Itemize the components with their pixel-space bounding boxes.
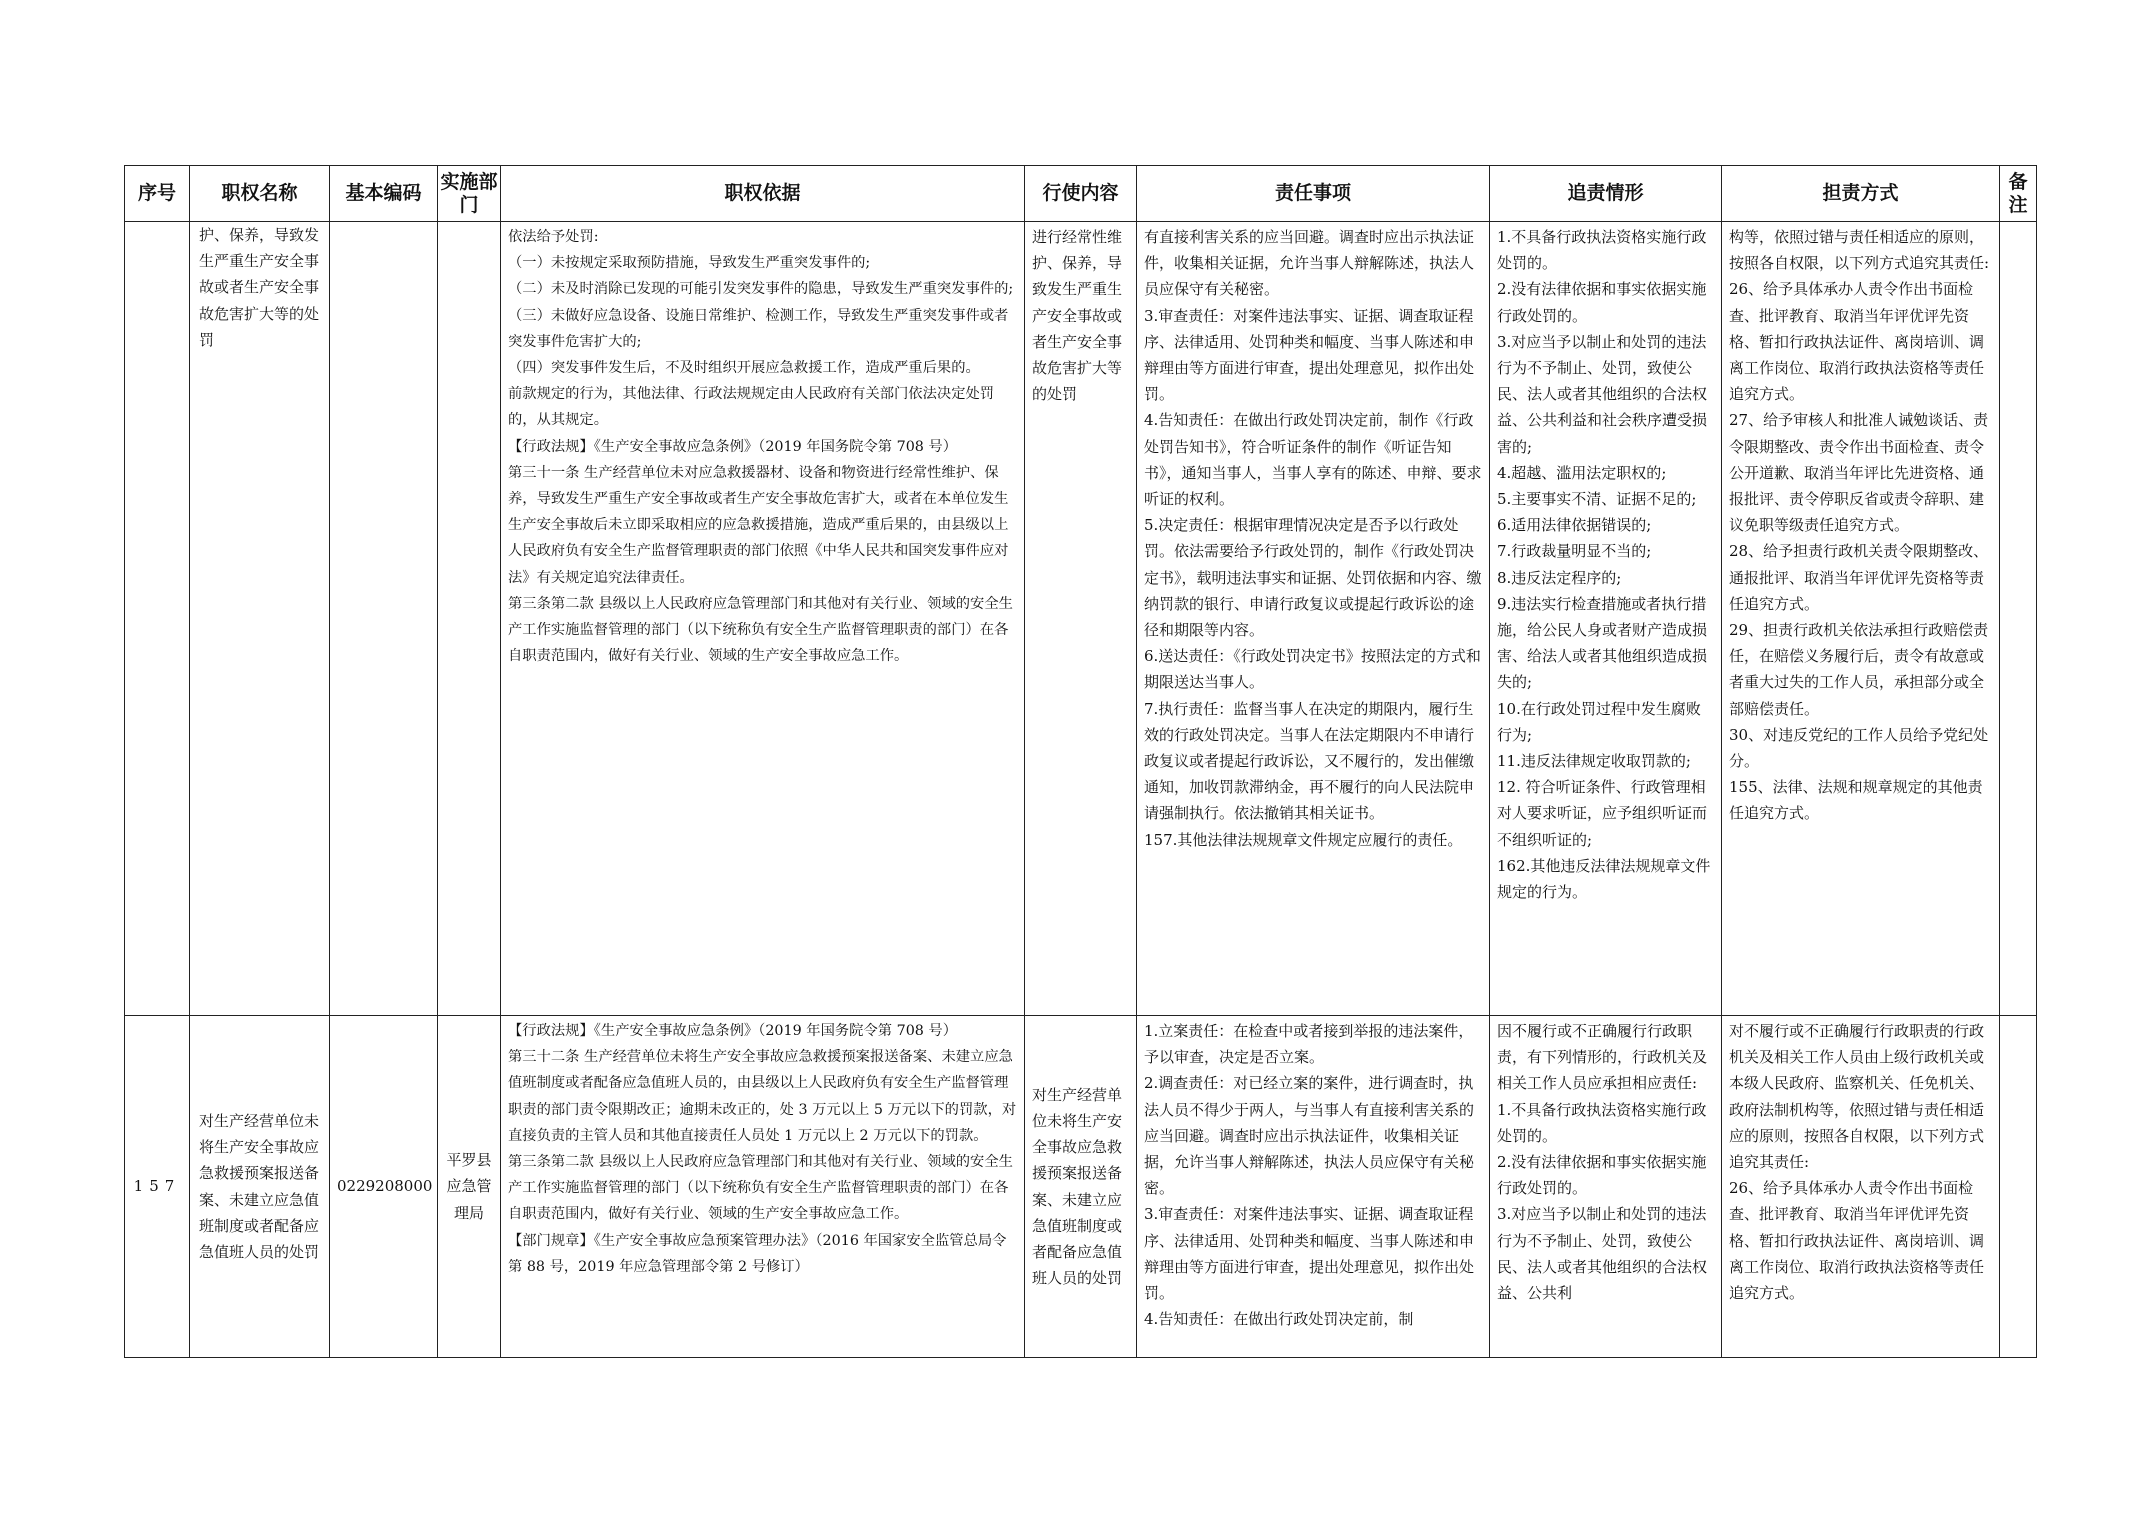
table-row (125, 1016, 2037, 1358)
cell-duty (1137, 1016, 1490, 1358)
cell-dept (438, 222, 501, 1016)
cell-name: 护、保养，导致发生严重生产安全事故或者生产安全事故危害扩大等的处罚 (190, 222, 330, 1016)
cell-accountability (1490, 1016, 1722, 1358)
cell-code (330, 222, 438, 1016)
basis-paragraph: （一）未按规定采取预防措施，导致发生严重突发事件的; (508, 255, 871, 272)
method-item: 155、法律、法规和规章规定的其他责任追究方式。 (1729, 778, 1983, 823)
method-item: 29、担责行政机关依法承担行政赔偿责任，在赔偿义务履行后，责令有故意或者重大过失的工作人员，承担部分或全部赔偿责任。 (1729, 621, 1989, 718)
cell-content: 对生产经营单位未将生产安全事故应急救援预案报送备案、未建立应急值班制度或者配备应急值班人员的处罚 (1025, 1016, 1137, 1358)
basis-paragraph: 【行政法规】《生产安全事故应急条例》（2019 年国务院令第 708 号） (508, 438, 958, 455)
authority-table (124, 165, 2037, 1358)
accountability-item: 12. 符合听证条件、行政管理相对人要求听证，应予组织听证而不组织听证的; (1497, 778, 1708, 849)
basis-paragraph: 【行政法规】《生产安全事故应急条例》（2019 年国务院令第 708 号） (508, 1023, 958, 1039)
duty-item: 4.告知责任：在做出行政处罚决定前，制作《行政处罚告知书》，符合听证条件的制作《听证告知书》，通知当事人，当事人享有的陈述、申辩、要求听证的权利。 (1144, 411, 1482, 509)
cell-dept: 平罗县应急管理局 (438, 1016, 501, 1358)
header-accountability: 追责情形 (1490, 166, 1722, 222)
header-seq: 序号 (125, 166, 190, 222)
cell-seq: 157 (125, 1016, 190, 1358)
accountability-item: 9.违法实行检查措施或者执行措施，给公民人身或者财产造成损害、给法人或者其他组织造成损失的; (1497, 594, 1708, 692)
duty-item: 有直接利害关系的应当回避。调查时应出示执法证件，收集相关证据，允许当事人辩解陈述，执法人员应保守有关秘密。 (1144, 228, 1475, 299)
cell-content: 进行经常性维护、保养，导致发生严重生产安全事故或者生产安全事故危害扩大等的处罚 (1025, 222, 1137, 1016)
header-name: 职权名称 (190, 166, 330, 222)
header-remark: 备注 (2000, 166, 2037, 222)
accountability-item: 5.主要事实不清、证据不足的; (1497, 490, 1697, 509)
method-item: 26、给予具体承办人责令作出书面检查、批评教育、取消当年评优评先资格、暂扣行政执法证件、离岗培训、调离工作岗位、取消行政执法资格等责任追究方式。 (1729, 280, 1985, 404)
basis-paragraph: 依法给予处罚: (508, 229, 599, 245)
accountability-item: 1.不具备行政执法资格实施行政处罚的。 (1497, 228, 1707, 273)
method-item: 30、对违反党纪的工作人员给予党纪处分。 (1729, 725, 1989, 771)
header-content: 行使内容 (1025, 166, 1137, 222)
duty-item: 3.审查责任：对案件违法事实、证据、调查取证程序、法律适用、处罚种类和幅度、当事人陈述和申辩理由等方面进行审查，提出处理意见，拟作出处罚。 (1144, 1205, 1475, 1303)
accountability-item: 因不履行或不正确履行行政职责，有下列情形的，行政机关及相关工作人员应承担相应责任: (1497, 1022, 1708, 1093)
basis-paragraph: 第三十二条 生产经营单位未将生产安全事故应急救援预案报送备案、未建立应急值班制度或者配备应急值班人员的，由县级以上人民政府负有安全生产监督管理职责的部门责令限期改正；逾期未改正的，处 3 万元以上 5 万元以下的罚款，对直接负责的主管人员和其他直接责任人员处 1 万元以上 2 万元以下的罚款。 (508, 1049, 1017, 1144)
cell-remark (2000, 222, 2037, 1016)
duty-item: 1.立案责任：在检查中或者接到举报的违法案件，予以审查，决定是否立案。 (1144, 1022, 1474, 1067)
duty-item: 5.决定责任：根据审理情况决定是否予以行政处罚。依法需要给予行政处罚的，制作《行政处罚决定书》，载明违法事实和证据、处罚依据和内容、缴纳罚款的银行、申请行政复议或提起行政诉讼的途径和期限等内容。 (1144, 516, 1482, 640)
method-item: 28、给予担责行政机关责令限期整改、通报批评、取消当年评优评先资格等责任追究方式。 (1729, 542, 1989, 613)
accountability-item: 8.违反法定程序的; (1497, 568, 1622, 587)
basis-paragraph: 第三十一条 生产经营单位未对应急救援器材、设备和物资进行经常性维护、保养，导致发生严重生产安全事故或者生产安全事故危害扩大，或者在本单位发生生产安全事故后未立即采取相应的应急救援措施，造成严重后果的，由县级以上人民政府负有安全生产监督管理职责的部门依照《中华人民共和国突发事件应对法》有关规定追究法律责任。 (508, 464, 1009, 586)
accountability-item: 7.行政裁量明显不当的; (1497, 542, 1652, 561)
method-item: 26、给予具体承办人责令作出书面检查、批评教育、取消当年评优评先资格、暂扣行政执法证件、离岗培训、调离工作岗位、取消行政执法资格等责任追究方式。 (1729, 1179, 1985, 1303)
accountability-item: 3.对应当予以制止和处罚的违法行为不予制止、处罚，致使公民、法人或者其他组织的合法权益、公共利 (1497, 1205, 1708, 1303)
accountability-item: 10.在行政处罚过程中发生腐败行为; (1497, 699, 1701, 744)
accountability-item: 2.没有法律依据和事实依据实施行政处罚的。 (1497, 280, 1707, 325)
accountability-item: 11.违反法律规定收取罚款的; (1497, 752, 1691, 771)
basis-paragraph: 第三条第二款 县级以上人民政府应急管理部门和其他对有关行业、领域的安全生产工作实施监督管理的部门（以下统称负有安全生产监督管理职责的部门）在各自职责范围内，做好有关行业、领域的生产安全事故应急工作。 (508, 1154, 1013, 1223)
basis-paragraph: 前款规定的行为，其他法律、行政法规规定由人民政府有关部门依法决定处罚的，从其规定。 (508, 386, 995, 429)
cell-code: 0229208000 (330, 1016, 438, 1358)
cell-method (1722, 1016, 2000, 1358)
header-basis: 职权依据 (501, 166, 1025, 222)
duty-item: 157.其他法律法规规章文件规定应履行的责任。 (1144, 830, 1463, 849)
accountability-item: 4.超越、滥用法定职权的; (1497, 463, 1667, 482)
cell-accountability (1490, 222, 1722, 1016)
duty-item: 3.审查责任：对案件违法事实、证据、调查取证程序、法律适用、处罚种类和幅度、当事人陈述和申辩理由等方面进行审查，提出处理意见，拟作出处罚。 (1144, 306, 1475, 404)
header-method: 担责方式 (1722, 166, 2000, 222)
header-code: 基本编码 (330, 166, 438, 222)
cell-remark (2000, 1016, 2037, 1358)
authority-table-page (124, 165, 2036, 1358)
basis-paragraph: （四）突发事件发生后，不及时组织开展应急救援工作，造成严重后果的。 (508, 360, 980, 377)
table-header-row (125, 166, 2037, 222)
method-item: 对不履行或不正确履行行政职责的行政机关及相关工作人员由上级行政机关或本级人民政府、监察机关、任免机关、政府法制机构等，依照过错与责任相适应的原则，按照各自权限，以下列方式追究其责任: (1729, 1022, 1985, 1172)
accountability-item: 1.不具备行政执法资格实施行政处罚的。 (1497, 1100, 1707, 1145)
cell-seq (125, 222, 190, 1016)
accountability-item: 162.其他违反法律法规规章文件规定的行为。 (1497, 856, 1711, 902)
header-duty: 责任事项 (1137, 166, 1490, 222)
cell-name: 对生产经营单位未将生产安全事故应急救援预案报送备案、未建立应急值班制度或者配备应急值班人员的处罚 (190, 1016, 330, 1358)
basis-paragraph: （二）未及时消除已发现的可能引发突发事件的隐患，导致发生严重突发事件的; (508, 281, 1014, 298)
accountability-item: 6.适用法律依据错误的; (1497, 516, 1652, 535)
header-dept: 实施部门 (438, 166, 501, 222)
accountability-item: 2.没有法律依据和事实依据实施行政处罚的。 (1497, 1153, 1707, 1198)
method-item: 构等，依照过错与责任相适应的原则，按照各自权限，以下列方式追究其责任: (1729, 228, 1990, 273)
accountability-item: 3.对应当予以制止和处罚的违法行为不予制止、处罚，致使公民、法人或者其他组织的合法权益、公共利益和社会秩序遭受损害的; (1497, 332, 1708, 456)
cell-method (1722, 222, 2000, 1016)
table-row (125, 222, 2037, 1016)
cell-basis (501, 1016, 1025, 1358)
cell-basis (501, 222, 1025, 1016)
basis-paragraph: 第三条第二款 县级以上人民政府应急管理部门和其他对有关行业、领域的安全生产工作实施监督管理的部门（以下统称负有安全生产监督管理职责的部门）在各自职责范围内，做好有关行业、领域的生产安全事故应急工作。 (508, 595, 1013, 665)
basis-paragraph: 【部门规章】《生产安全事故应急预案管理办法》（2016 年国家安全监管总局令第 88 号，2019 年应急管理部令第 2 号修订） (508, 1232, 1007, 1275)
duty-item: 2.调查责任：对已经立案的案件，进行调查时，执法人员不得少于两人，与当事人有直接利害关系的应当回避。调查时应出示执法证件，收集相关证据，允许当事人辩解陈述，执法人员应保守有关秘密。 (1144, 1074, 1475, 1198)
method-item: 27、给予审核人和批准人诫勉谈话、责令限期整改、责令作出书面检查、责令公开道歉、取消当年评比先进资格、通报批评、责令停职反省或责令辞职、建议免职等级责任追究方式。 (1729, 411, 1989, 535)
cell-duty (1137, 222, 1490, 1016)
duty-item: 7.执行责任：监督当事人在决定的期限内，履行生效的行政处罚决定。当事人在法定期限内不申请行政复议或者提起行政诉讼，又不履行的，发出催缴通知，加收罚款滞纳金，再不履行的向人民法院申请强制执行。依法撤销其相关证书。 (1144, 699, 1475, 823)
duty-item: 4.告知责任：在做出行政处罚决定前，制 (1144, 1310, 1414, 1329)
duty-item: 6.送达责任：《行政处罚决定书》按照法定的方式和期限送达当事人。 (1144, 647, 1481, 692)
basis-paragraph: （三）未做好应急设备、设施日常维护、检测工作，导致发生严重突发事件或者突发事件危害扩大的; (508, 307, 1009, 350)
